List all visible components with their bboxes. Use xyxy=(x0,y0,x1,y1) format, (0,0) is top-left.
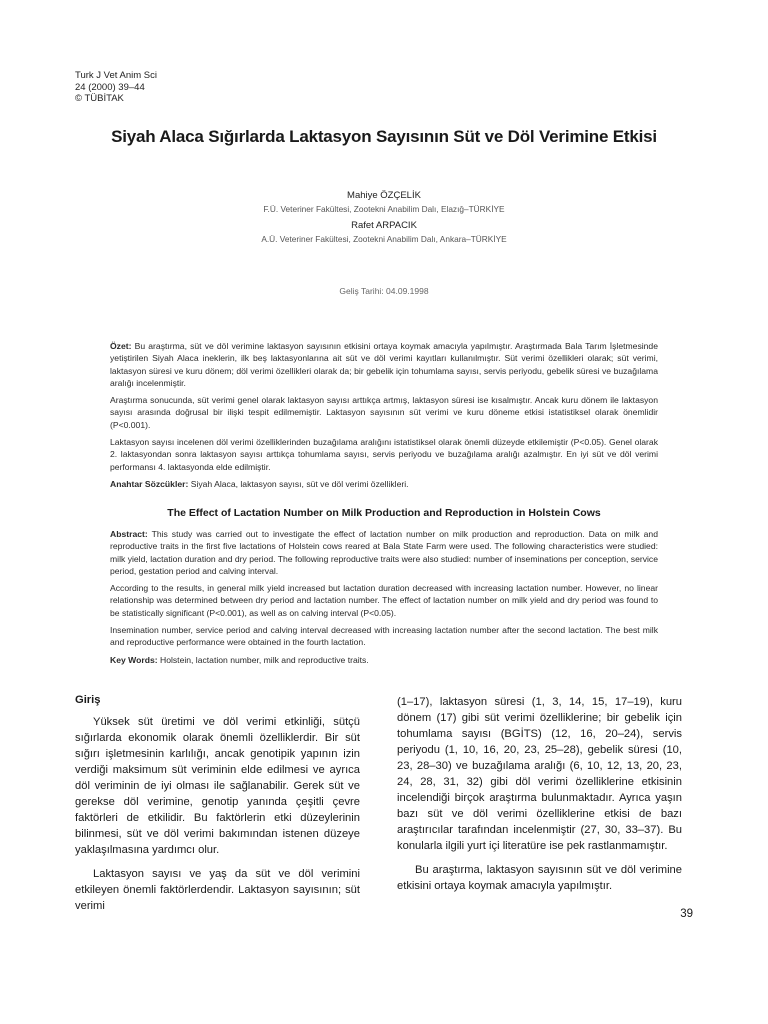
keywords-label: Key Words: xyxy=(110,654,158,665)
abstract-paragraph xyxy=(110,340,658,389)
english-abstract xyxy=(110,528,658,671)
author-affiliation: F.Ü. Veteriner Fakültesi, Zootekni Anabilim Dalı, Elazığ–TÜRKİYE xyxy=(263,204,505,214)
author-name: Rafet ARPACIK xyxy=(351,220,417,231)
author-affiliation: A.Ü. Veteriner Fakültesi, Zootekni Anabilim Dalı, Ankara–TÜRKİYE xyxy=(261,234,507,244)
right-column xyxy=(397,694,682,902)
abstract-paragraph: According to the results, in general milk yield increased but lactation duration decreased with increasing lactation number. However, no linear relationship was determined between dry period and lactation number. The effect of lactation number on milk yield and dry period was found to be statistically significant (P<0.001), as well as on calving interval (P<0.05). xyxy=(110,583,658,618)
body-paragraph: Yüksek süt üretimi ve döl verimi etkinliği, sütçü sığırlarda ekonomik olarak önemli özelliklerdir. Bir süt sığırı işletmesinin karlılığı, ancak genotipik yapının izin verdiği maksimum süt veriminin elde edilmesi ve ayrıca döl veriminin de iyi olması ile sağlanabilir. Gerek süt ve gerekse döl verimine, genotip yanında çeşitli çevre faktörleri de etkilidir. Bu faktörlerin etki düzeylerinin bilinmesi, süt ve döl verimi bakımından istenen düzeye yaklaşılmasına yardımcı olur. xyxy=(75,716,360,856)
body-paragraph: Bu araştırma, laktasyon sayısının süt ve döl verimine etkisini ortaya koymak amacıyla yapılmıştır. xyxy=(397,864,682,892)
received-date: Geliş Tarihi: 04.09.1998 xyxy=(339,286,429,296)
abstract-paragraph: Laktasyon sayısı incelenen döl verimi özelliklerinden buzağılama aralığını istatistiksel olarak önemli düzeyde etkilemiştir (P<0.05). Genel olarak 2. laktasyondan sonra laktasyon sayısı arttıkça tohumlama sayısı, servis periyodu ve buzağılama aralığı azalmıştır. En iyi süt ve döl verimi performansı 4. laktasyonda elde edilmiştir. xyxy=(110,437,658,472)
article-title: Siyah Alaca Sığırlarda Laktasyon Sayısının Süt ve Döl Verimine Etkisi xyxy=(111,127,657,146)
abstract-text: This study was carried out to investigate the effect of lactation number on milk production and reproduction. Data on milk and reproductive traits in the first five lactations of Holstein cows reared at Bala State Farm were used. The following characteristics were studied: milk yield, lactation duration and dry period. The following reproductive traits were also studied: number of inseminations per conception, service period, gestation period and calving interval. xyxy=(110,529,658,576)
abstract-paragraph: Araştırma sonucunda, süt verimi genel olarak laktasyon sayısı arttıkça artmış, laktasyon süresi ise kısalmıştır. Ancak kuru dönem ile laktasyon sayısı arasında doğrusal bir ilişki tespit edilmemiştir. Laktasyon sayısının süt verimi ve kuru döneme etkisi istatistiksel olarak önemlidir (P<0.001). xyxy=(110,395,658,430)
journal-name: Turk J Vet Anim Sci xyxy=(75,70,158,81)
abstract-paragraph xyxy=(110,528,658,577)
section-heading: Giriş xyxy=(75,694,101,706)
abstract-label: Abstract: xyxy=(110,529,148,539)
journal-publisher: © TÜBİTAK xyxy=(75,93,124,104)
keywords-text: Siyah Alaca, laktasyon sayısı, süt ve döl verimi özellikleri. xyxy=(190,478,409,489)
author-name: Mahiye ÖZÇELİK xyxy=(347,190,421,201)
body-paragraph: Laktasyon sayısı ve yaş da süt ve döl verimini etkileyen önemli faktörlerdendir. Laktasyon sayısının; süt verimi xyxy=(75,868,360,912)
abstract-label: Özet: xyxy=(110,341,132,351)
turkish-abstract xyxy=(110,340,658,495)
abstract-text: Bu araştırma, süt ve döl verimine laktasyon sayısının etkisini ortaya koymak amacıyla yapılmıştır. Araştırmada Bala Tarım İşletmesinde yetiştirilen Siyah Alaca ineklerin, ilk beş laktasyonlarına ait süt ve döl verimi kayıtları kullanılmıştır. Süt verimi özellikleri olarak; süt verimi, laktasyon süresi ve kuru dönem; döl verimi özellikleri olarak da; bir gebelik için tohumlama sayısı, servis periyodu, gebelik süresi ve buzağılama aralığı incelenmiştir. xyxy=(110,341,658,388)
keywords xyxy=(110,654,658,666)
journal-citation xyxy=(75,70,157,105)
keywords-text: Holstein, lactation number, milk and reproductive traits. xyxy=(159,654,369,665)
keywords-label: Anahtar Sözcükler: xyxy=(110,478,189,489)
journal-volume: 24 (2000) 39–44 xyxy=(75,81,145,93)
body-paragraph: (1–17), laktasyon süresi (1, 3, 14, 15, 17–19), kuru dönem (17) gibi süt verimi özelliklerine; bir gebelik için tohumlama sayısı (BGİTS) (12, 16, 20–24), servis periyodu (1, 10, 16, 20, 23, 25–28), gebelik süresi (10, 23, 28–30) ve buzağılama aralığı (6, 10, 12, 13, 20, 23, 24, 28, 31, 32) gibi döl verimi özelliklerine etkisinin incelendiği birçok araştırma bulunmaktadır. Ayrıca yaşın bazı süt ve döl verimi özelliklerine etkisi de bazı araştırıcılar tarafından incelenmiştir (27, 30, 33–37). Bu konularla ilgili yurt içi literatüre ise pek rastlanmamıştır. xyxy=(397,696,682,852)
left-column xyxy=(75,692,360,922)
keywords xyxy=(110,478,658,490)
abstract-paragraph: Insemination number, service period and calving interval decreased with increasing lactation number after the second lactation. The best milk and reproductive performance were obtained in the fourth lactation. xyxy=(110,625,658,648)
english-title: The Effect of Lactation Number on Milk Production and Reproduction in Holstein Cows xyxy=(167,507,601,519)
page-number: 39 xyxy=(680,908,693,920)
